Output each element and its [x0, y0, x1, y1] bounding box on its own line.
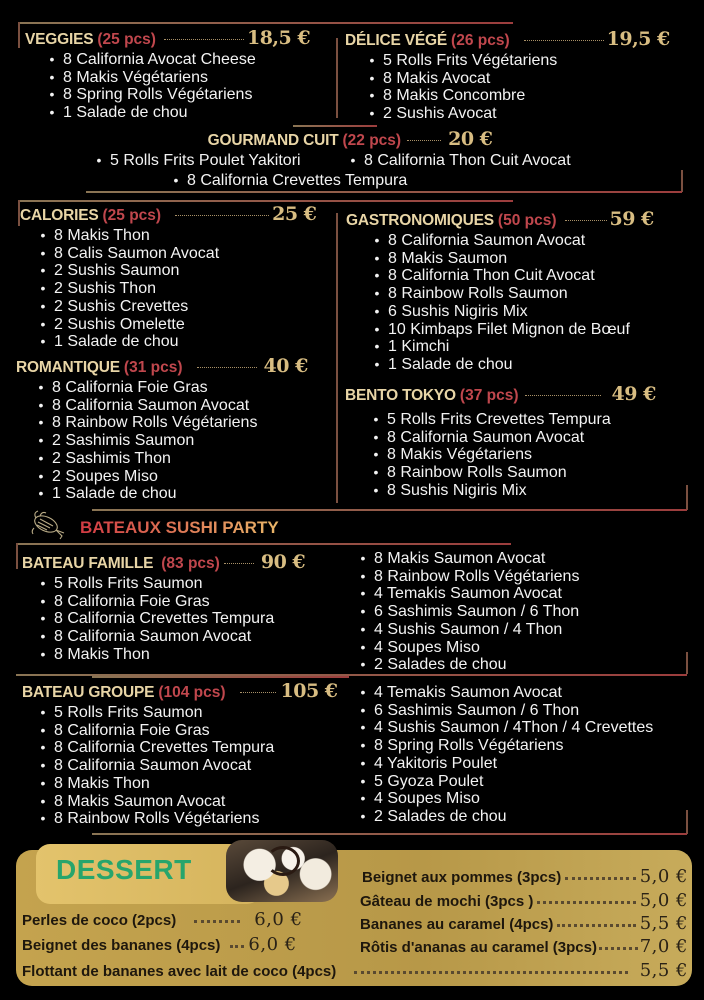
- list-item: • 1 Salade de chou: [32, 333, 328, 351]
- list-item: • 5 Rolls Frits Crevettes Tempura: [365, 411, 685, 429]
- menu-title: VEGGIES: [25, 31, 94, 48]
- dot-leader: [557, 924, 635, 927]
- list-item: • 2 Salades de chou: [352, 656, 579, 674]
- menu-title: BENTO TOKYO: [345, 387, 456, 404]
- dot-leader: [194, 920, 240, 923]
- list-item: • 8 California Saumon Avocat: [366, 232, 686, 250]
- list-item: • 8 California Saumon Avocat: [32, 757, 352, 775]
- list-item: • 8 Calis Saumon Avocat: [32, 245, 328, 263]
- menu-title: DÉLICE VÉGÉ: [345, 32, 448, 49]
- list-item: • 8 Makis Avocat: [361, 70, 685, 88]
- list-item: • 6 Sashimis Saumon / 6 Thon: [352, 603, 579, 621]
- divider-top-left: [18, 22, 20, 48]
- list-item: • 8 Sushis Nigiris Mix: [365, 482, 685, 500]
- list-item: • 2 Salades de chou: [352, 808, 653, 826]
- list-item: • 8 Makis Thon: [32, 775, 352, 793]
- list-item: • 6 Sushis Nigiris Mix: [366, 303, 686, 321]
- menu-delice-vege: [345, 28, 685, 123]
- menu-title: BATEAU GROUPE: [22, 684, 155, 701]
- list-item: • 5 Gyoza Poulet: [352, 773, 653, 791]
- list-item: • 8 Rainbow Rolls Saumon: [366, 285, 686, 303]
- list-item: • 1 Kimchi: [366, 338, 686, 356]
- dot-leader: [224, 563, 254, 564]
- bateaux-section-header: [28, 510, 279, 545]
- menu-title: GASTRONOMIQUES: [346, 212, 494, 229]
- list-item: • 8 California Foie Gras: [30, 379, 328, 397]
- list-item: • 8 Makis Thon: [32, 646, 342, 664]
- list-item: • 8 California Thon Cuit Avocat: [366, 267, 686, 285]
- list-item: • 2 Sashimis Saumon: [30, 432, 328, 450]
- list-item: • 10 Kimbaps Filet Mignon de Bœuf: [366, 321, 686, 339]
- divider-groupe-right: [686, 810, 688, 834]
- divider-famille-left: [16, 543, 18, 569]
- divider-gourmand-bottom: [86, 191, 682, 193]
- menu-title: CALORIES: [20, 207, 99, 224]
- section-title: BATEAUX SUSHI PARTY: [80, 517, 279, 537]
- divider-famille-right: [686, 652, 688, 674]
- dot-leader: [524, 40, 604, 41]
- divider-col-1: [336, 38, 338, 118]
- dot-leader: [175, 215, 269, 216]
- menu-price: 25 €: [272, 203, 317, 225]
- menu-price: 18,5 €: [246, 27, 311, 49]
- list-item: • 2 Sashimis Thon: [30, 450, 328, 468]
- dessert-title: DESSERT: [56, 854, 192, 885]
- list-item: • 5 Rolls Frits Végétariens: [361, 52, 685, 70]
- menu-price: 90 €: [260, 551, 306, 573]
- list-item: • 2 Sushis Thon: [32, 280, 328, 298]
- menu-calories: [20, 203, 328, 351]
- lobster-icon: [28, 510, 68, 545]
- menu-title: ROMANTIQUE: [16, 359, 120, 376]
- list-item: • 8 California Saumon Avocat: [30, 397, 328, 415]
- dot-leader: [599, 947, 638, 950]
- menu-pcs: (25 pcs): [97, 31, 156, 48]
- menu-price: 19,5 €: [606, 28, 670, 50]
- menu-pcs: (83 pcs): [161, 555, 220, 572]
- list-item: • 8 Spring Rolls Végétariens: [352, 737, 653, 755]
- dot-leader: [565, 877, 635, 880]
- dot-leader: [240, 692, 276, 693]
- list-item: • 8 California Avocat Cheese: [41, 51, 330, 69]
- list-item: • 8 Rainbow Rolls Végétariens: [352, 568, 579, 586]
- dot-leader: [525, 395, 601, 396]
- list-item: • 2 Sushis Crevettes: [32, 298, 328, 316]
- dot-leader: [230, 945, 244, 948]
- dessert-item: Bananes au caramel (4pcs) 5,5 €: [360, 913, 688, 934]
- list-item: • 8 California Thon Cuit Avocat: [342, 152, 571, 170]
- menu-pcs: (22 pcs): [342, 132, 402, 149]
- list-item: • 8 Makis Saumon Avocat: [352, 550, 579, 568]
- menu-price: 40 €: [263, 355, 308, 377]
- list-item: • 4 Temakis Saumon Avocat: [352, 585, 579, 603]
- list-item: • 8 Makis Végétariens: [365, 446, 685, 464]
- list-item: • 8 Makis Saumon Avocat: [32, 793, 352, 811]
- dot-leader: [197, 367, 257, 368]
- list-item: • 4 Yakitoris Poulet: [352, 755, 653, 773]
- list-item: • 8 Rainbow Rolls Saumon: [365, 464, 685, 482]
- menu-bateau-groupe: [22, 680, 352, 828]
- list-item: • 8 Rainbow Rolls Végétariens: [32, 810, 352, 828]
- list-item: • 8 California Crevettes Tempura: [165, 172, 407, 190]
- dessert-item: Flottant de bananes avec lait de coco (4pcs) 5,5 €: [22, 960, 688, 981]
- list-item: • 8 California Saumon Avocat: [365, 429, 685, 447]
- dessert-item: Beignet aux pommes (3pcs) 5,0 €: [362, 866, 688, 887]
- menu-pcs: (37 pcs): [459, 387, 519, 404]
- list-item: • 2 Sushis Saumon: [32, 262, 328, 280]
- list-item: • 4 Temakis Saumon Avocat: [352, 684, 653, 702]
- dessert-panel: [16, 850, 692, 986]
- list-item: • 8 Makis Thon: [32, 227, 328, 245]
- dessert-item: Perles de coco (2pcs) 6,0 €: [22, 909, 303, 930]
- divider-top: [18, 22, 513, 24]
- menu-romantique: [16, 355, 328, 503]
- list-item: • 8 California Crevettes Tempura: [32, 610, 342, 628]
- dot-leader: [407, 140, 441, 141]
- menu-bento-tokyo: [345, 383, 685, 500]
- list-item: • 6 Sashimis Saumon / 6 Thon: [352, 702, 653, 720]
- list-item: • 8 California Crevettes Tempura: [32, 739, 352, 757]
- list-item: • 4 Soupes Miso: [352, 639, 579, 657]
- list-item: • 1 Salade de chou: [30, 485, 328, 503]
- menu-price: 105 €: [280, 680, 338, 702]
- list-item: • 2 Sushis Omelette: [32, 316, 328, 334]
- menu-price: 59 €: [609, 208, 654, 230]
- list-item: • 1 Salade de chou: [41, 104, 330, 122]
- divider-calories-top: [18, 200, 513, 202]
- menu-pcs: (104 pcs): [158, 684, 226, 701]
- dot-leader: [565, 220, 607, 221]
- list-item: • 8 Makis Végétariens: [41, 69, 330, 87]
- divider-bento-right: [686, 485, 688, 510]
- list-item: • 8 California Saumon Avocat: [32, 628, 342, 646]
- bateau-famille-items-right: [352, 550, 579, 674]
- divider-gourmand-right: [681, 170, 683, 192]
- list-item: • 8 Spring Rolls Végétariens: [41, 86, 330, 104]
- list-item: • 8 California Foie Gras: [32, 722, 352, 740]
- list-item: • 4 Soupes Miso: [352, 790, 653, 808]
- list-item: • 8 Makis Concombre: [361, 87, 685, 105]
- divider-groupe-bottom: [92, 833, 687, 835]
- menu-pcs: (31 pcs): [123, 359, 183, 376]
- menu-price: 20 €: [448, 128, 493, 150]
- menu-price: 49 €: [611, 383, 656, 405]
- list-item: • 5 Rolls Frits Saumon: [32, 575, 342, 593]
- dessert-item: Rôtis d'ananas au caramel (3pcs) 7,0 €: [360, 936, 688, 957]
- list-item: • 2 Soupes Miso: [30, 468, 328, 486]
- list-item: • 8 Makis Saumon: [366, 250, 686, 268]
- menu-bateau-famille: [22, 551, 342, 664]
- divider-gourmand-top: [293, 125, 377, 127]
- list-item: • 8 California Foie Gras: [32, 593, 342, 611]
- dessert-item: Gâteau de mochi (3pcs ) 5,0 €: [360, 890, 688, 911]
- menu-title: BATEAU FAMILLE: [22, 555, 154, 572]
- list-item: • 4 Sushis Saumon / 4 Thon: [352, 621, 579, 639]
- menu-veggies: [25, 27, 330, 122]
- bateau-groupe-items-right: [352, 684, 653, 826]
- list-item: • 1 Salade de chou: [366, 356, 686, 374]
- menu-pcs: (25 pcs): [102, 207, 162, 224]
- dot-leader: [354, 971, 627, 974]
- menu-title: GOURMAND CUIT: [207, 132, 339, 149]
- dessert-item: Beignet des bananes (4pcs) 6,0 €: [22, 934, 297, 955]
- list-item: • 5 Rolls Frits Saumon: [32, 704, 352, 722]
- menu-gourmand-cuit: [0, 128, 704, 189]
- menu-gastronomiques: [346, 208, 686, 374]
- menu-pcs: (50 pcs): [497, 212, 557, 229]
- dot-leader: [164, 39, 244, 40]
- list-item: • 4 Sushis Saumon / 4Thon / 4 Crevettes: [352, 719, 653, 737]
- list-item: • 2 Sushis Avocat: [361, 105, 685, 123]
- dot-leader: [537, 901, 635, 904]
- menu-pcs: (26 pcs): [451, 32, 510, 49]
- divider-groupe-top: [92, 676, 349, 678]
- list-item: • 5 Rolls Frits Poulet Yakitori: [88, 152, 301, 170]
- divider-col-2: [336, 213, 338, 503]
- list-item: • 8 Rainbow Rolls Végétariens: [30, 414, 328, 432]
- dessert-photo: [226, 840, 338, 902]
